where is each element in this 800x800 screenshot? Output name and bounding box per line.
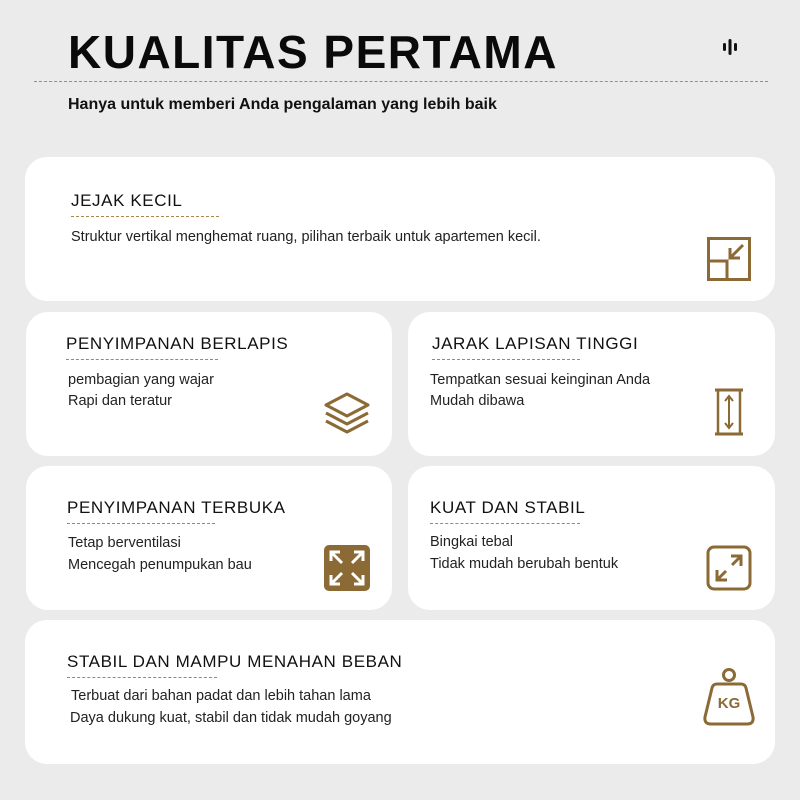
feature-card-high-layer-spacing (408, 312, 775, 456)
header-divider (34, 81, 768, 82)
layers-icon (323, 390, 371, 438)
feature-description: Rapi dan teratur (68, 393, 172, 409)
feature-description: Tidak mudah berubah bentuk (430, 556, 619, 572)
weight-unit-label: KG (717, 695, 741, 712)
feature-title: JEJAK KECIL (71, 191, 183, 210)
feature-card-small-footprint (25, 157, 775, 301)
feature-card-strong-stable (408, 466, 775, 610)
sound-bars-icon (722, 38, 738, 56)
feature-description: Bingkai tebal (430, 534, 514, 550)
feature-title: KUAT DAN STABIL (430, 498, 586, 517)
page-subtitle: Hanya untuk memberi Anda pengalaman yang lebih baik (68, 96, 497, 113)
feature-description: Struktur vertikal menghemat ruang, pilihan terbaik untuk apartemen kecil. (71, 229, 541, 245)
feature-description: Tetap berventilasi (68, 535, 181, 551)
feature-description: Mudah dibawa (430, 393, 525, 409)
page-title: KUALITAS PERTAMA (68, 26, 558, 78)
feature-title: STABIL DAN MAMPU MENAHAN BEBAN (67, 652, 403, 671)
feature-title: PENYIMPANAN BERLAPIS (66, 334, 289, 353)
feature-description: Daya dukung kuat, stabil dan tidak mudah goyang (70, 710, 392, 726)
feature-description: Mencegah penumpukan bau (68, 557, 252, 573)
feature-description: Terbuat dari bahan padat dan lebih tahan lama (71, 688, 371, 704)
diagonal-arrows-icon (706, 545, 752, 591)
feature-title-divider (67, 677, 217, 678)
feature-description: Tempatkan sesuai keinginan Anda (430, 372, 651, 388)
weight-kg-icon (703, 667, 755, 727)
feature-title-divider (66, 359, 218, 360)
shrink-arrow-icon (707, 237, 751, 281)
feature-card-open-storage (26, 466, 392, 610)
feature-card-load-bearing (25, 620, 775, 764)
vertical-height-icon (713, 388, 745, 436)
feature-card-layered-storage (26, 312, 392, 456)
feature-title: JARAK LAPISAN TINGGI (432, 334, 639, 353)
feature-title-divider (432, 359, 580, 360)
feature-title-divider (67, 523, 215, 524)
feature-title-divider (430, 523, 580, 524)
feature-title: PENYIMPANAN TERBUKA (67, 498, 286, 517)
feature-title-divider (71, 216, 219, 217)
expand-arrows-icon (324, 545, 370, 591)
feature-description: pembagian yang wajar (68, 372, 214, 388)
